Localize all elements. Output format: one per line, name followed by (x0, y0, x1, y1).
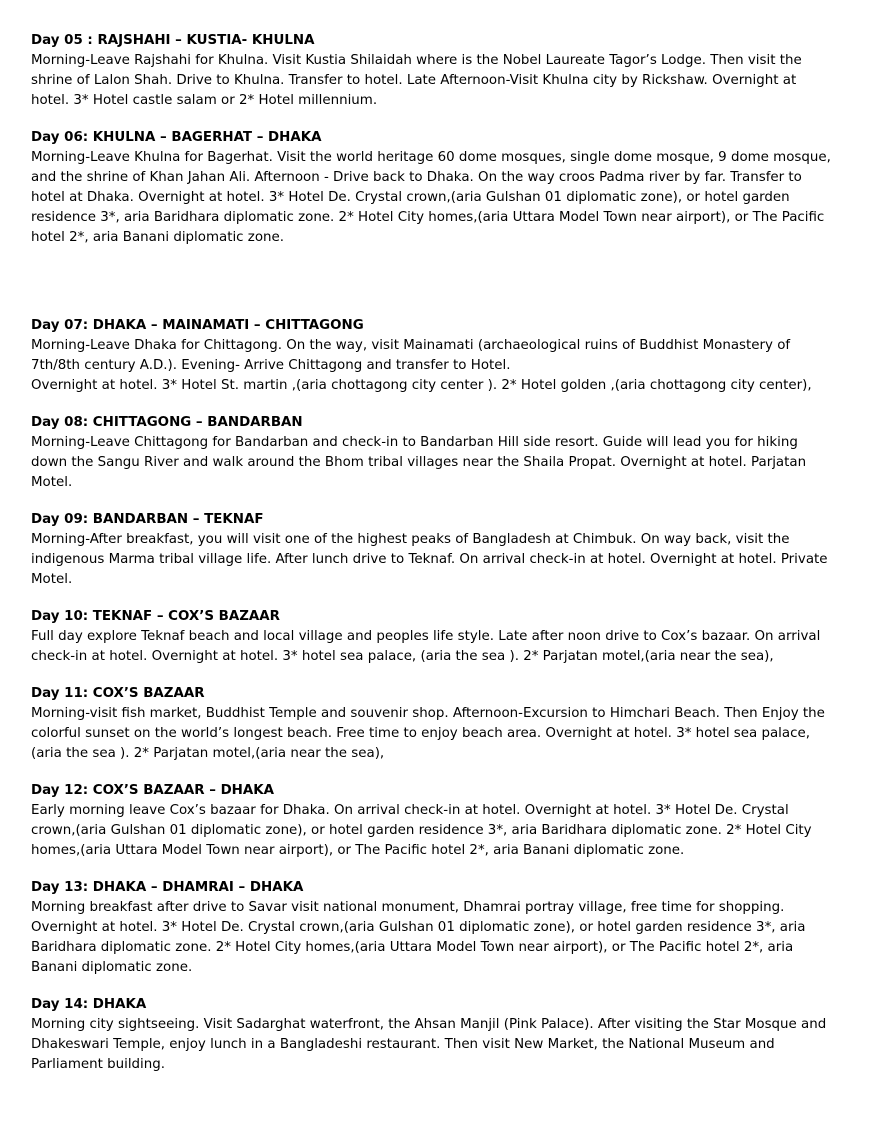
day-11-section (31, 684, 837, 764)
day-12-description: Early morning leave Cox’s bazaar for Dhaka. On arrival check-in at hotel. Overnight at hotel. 3* Hotel De. Crystal crown,(aria Gulshan 01 diplomatic zone), or hotel garden residence 3*, aria Baridhara diplomatic zone. 2* Hotel City homes,(aria Uttara Model Town near airport), or The Pacific hotel 2*, aria Banani diplomatic zone. (31, 803, 812, 858)
day-08-title: Day 08: CHITTAGONG – BANDARBAN (31, 415, 303, 430)
day-14-description: Morning city sightseeing. Visit Sadarghat waterfront, the Ahsan Manjil (Pink Palace). After visiting the Star Mosque and Dhakeswari Temple, enjoy lunch in a Bangladeshi restaurant. Then visit New Market, the National Museum and Parliament building. (31, 1017, 827, 1072)
day-11-title: Day 11: COX’S BAZAAR (31, 686, 205, 701)
day-05-section (31, 31, 837, 111)
itinerary-document (31, 31, 837, 1092)
day-11-description: Morning-visit fish market, Buddhist Temple and souvenir shop. Afternoon-Excursion to Himchari Beach. Then Enjoy the colorful sunset on the world’s longest beach. Free time to enjoy beach area. Overnight at hotel. 3* hotel sea palace, (aria the sea ). 2* Parjatan motel,(aria near the sea), (31, 706, 825, 761)
day-14-title: Day 14: DHAKA (31, 997, 147, 1012)
day-08-description: Morning-Leave Chittagong for Bandarban and check-in to Bandarban Hill side resort. Guide will lead you for hiking down the Sangu River and walk around the Bhom tribal villages near the Shaila Propat. Overnight at hotel. Parjatan Motel. (31, 435, 807, 490)
day-07-overnight: Overnight at hotel. 3* Hotel St. martin ,(aria chottagong city center ). 2* Hotel golden ,(aria chottagong city center), (31, 378, 812, 393)
day-09-section (31, 510, 837, 590)
day-09-description: Morning-After breakfast, you will visit one of the highest peaks of Bangladesh at Chimbuk. On way back, visit the indigenous Marma tribal village life. After lunch drive to Teknaf. On arrival check-in at hotel. Overnight at hotel. Private Motel. (31, 532, 828, 587)
day-05-description: Morning-Leave Rajshahi for Khulna. Visit Kustia Shilaidah where is the Nobel Laureate Tagor’s Lodge. Then visit the shrine of Lalon Shah. Drive to Khulna. Transfer to hotel. Late Afternoon-Visit Khulna city by Rickshaw. Overnight at hotel. 3* Hotel castle salam or 2* Hotel millennium. (31, 53, 802, 108)
day-12-title: Day 12: COX’S BAZAAR – DHAKA (31, 783, 274, 798)
day-06-description: Morning-Leave Khulna for Bagerhat. Visit the world heritage 60 dome mosques, single dome mosque, 9 dome mosque, and the shrine of Khan Jahan Ali. Afternoon - Drive back to Dhaka. On the way croos Padma river by far. Transfer to hotel at Dhaka. Overnight at hotel. 3* Hotel De. Crystal crown,(aria Gulshan 01 diplomatic zone), or hotel garden residence 3*, aria Baridhara diplomatic zone. 2* Hotel City homes,(aria Uttara Model Town near airport), or The Pacific hotel 2*, aria Banani diplomatic zone. (31, 150, 831, 245)
section-spacer (31, 265, 837, 316)
day-13-description: Morning breakfast after drive to Savar visit national monument, Dhamrai portray village, free time for shopping. Overnight at hotel. 3* Hotel De. Crystal crown,(aria Gulshan 01 diplomatic zone), or hotel garden residence 3*, aria Baridhara diplomatic zone. 2* Hotel City homes,(aria Uttara Model Town near airport), or The Pacific hotel 2*, aria Banani diplomatic zone. (31, 900, 806, 975)
day-07-section (31, 316, 837, 396)
day-12-section (31, 781, 837, 861)
day-07-description: Morning-Leave Dhaka for Chittagong. On the way, visit Mainamati (archaeological ruins of Buddhist Monastery of 7th/8th century A.D.). Evening- Arrive Chittagong and transfer to Hotel. (31, 338, 791, 373)
day-07-title: Day 07: DHAKA – MAINAMATI – CHITTAGONG (31, 318, 364, 333)
day-13-title: Day 13: DHAKA – DHAMRAI – DHAKA (31, 880, 304, 895)
day-10-section (31, 607, 837, 667)
day-09-title: Day 09: BANDARBAN – TEKNAF (31, 512, 264, 527)
day-06-section (31, 128, 837, 248)
day-13-section (31, 878, 837, 978)
day-06-title: Day 06: KHULNA – BAGERHAT – DHAKA (31, 130, 322, 145)
day-14-section (31, 995, 837, 1075)
day-05-title: Day 05 : RAJSHAHI – KUSTIA- KHULNA (31, 33, 315, 48)
day-10-description: Full day explore Teknaf beach and local village and peoples life style. Late after noon drive to Cox’s bazaar. On arrival check-in at hotel. Overnight at hotel. 3* hotel sea palace, (aria the sea ). 2* Parjatan motel,(aria near the sea), (31, 629, 821, 664)
day-08-section (31, 413, 837, 493)
day-10-title: Day 10: TEKNAF – COX’S BAZAAR (31, 609, 280, 624)
